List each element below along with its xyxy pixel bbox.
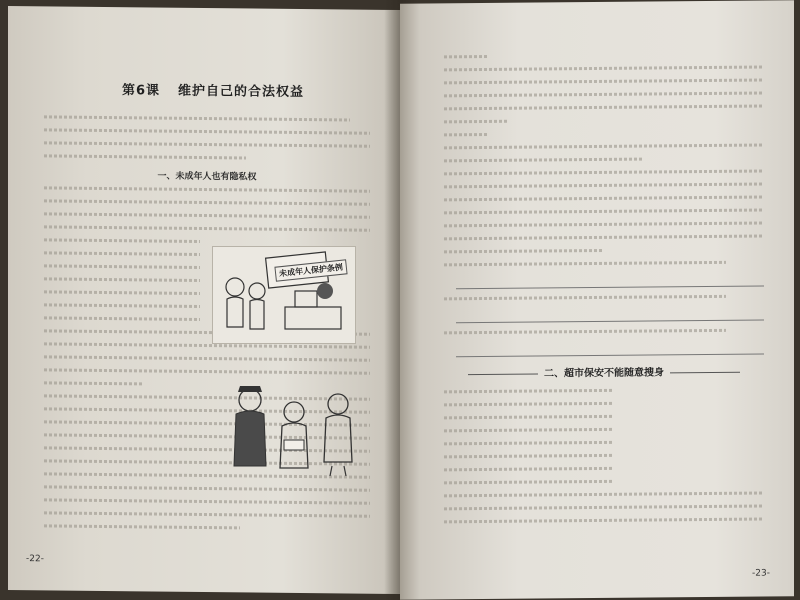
privacy-illustration <box>212 246 356 344</box>
section2-heading-text: 二、超市保安不能随意搜身 <box>544 367 664 380</box>
sign-text: 未成年人保护条例 <box>274 259 347 281</box>
lesson-number: 第6课 <box>122 83 161 99</box>
exchange-box <box>444 131 764 358</box>
page-number-left: -22- <box>26 554 44 565</box>
section-heading-privacy: 一、未成年人也有隐私权 <box>157 171 257 183</box>
answer-line-3[interactable] <box>456 342 764 358</box>
page-number-right: -23- <box>752 568 770 579</box>
lesson-name: 维护自己的合法权益 <box>178 83 305 101</box>
link-box <box>444 53 764 124</box>
lesson-title <box>122 79 370 101</box>
section2-paragraphs <box>444 389 614 484</box>
supermarket-illustration <box>212 370 368 478</box>
section1-paragraphs <box>44 186 370 530</box>
answer-line-1[interactable] <box>456 274 764 290</box>
section-heading-supermarket <box>444 363 764 381</box>
right-page <box>400 0 794 599</box>
intro-paragraph <box>44 115 370 160</box>
answer-line-2[interactable] <box>456 308 764 324</box>
section2-paragraphs-full <box>444 492 764 524</box>
security-guard-cartoon-icon <box>212 370 368 478</box>
